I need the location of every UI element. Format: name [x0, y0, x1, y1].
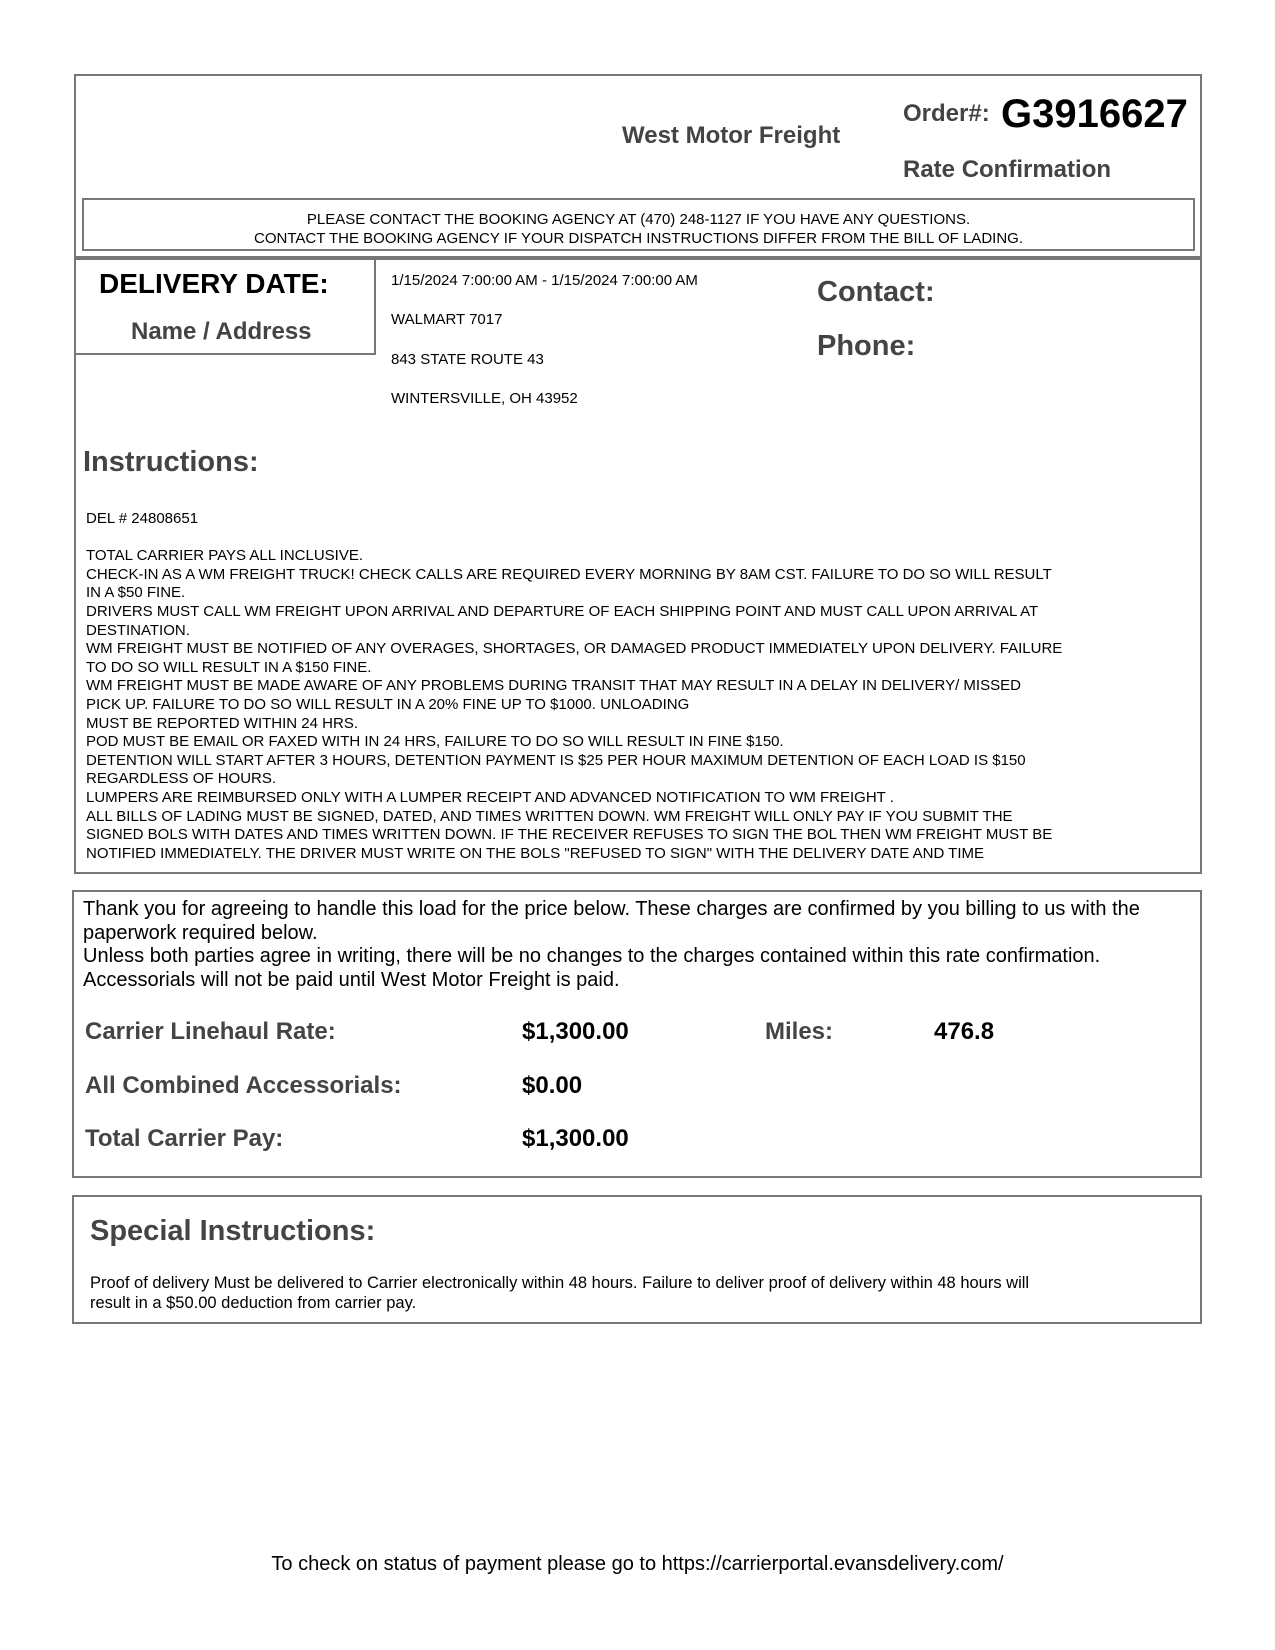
instruction-line: WM FREIGHT MUST BE NOTIFIED OF ANY OVERAGES, SHORTAGES, OR DAMAGED PRODUCT IMMEDIATELY UPON DELIVERY. FAILURE — [86, 640, 1063, 658]
instruction-line: IN A $50 FINE. — [86, 584, 186, 602]
instruction-line: DETENTION WILL START AFTER 3 HOURS, DETENTION PAYMENT IS $25 PER HOUR MAXIMUM DETENTION OF EACH LOAD IS $150 — [86, 751, 1026, 769]
total-pay-value: $1,300.00 — [522, 1125, 629, 1152]
instruction-line: CHECK-IN AS A WM FREIGHT TRUCK! CHECK CALLS ARE REQUIRED EVERY MORNING BY 8AM CST. FAILURE TO DO SO WILL RESULT — [86, 565, 1052, 583]
instructions-title: Instructions: — [83, 446, 259, 478]
special-instruction-line: Proof of delivery Must be delivered to Carrier electronically within 48 hours. Failure to deliver proof of delivery within 48 hours will — [90, 1274, 1030, 1292]
special-instruction-line: result in a $50.00 deduction from carrier pay. — [90, 1294, 417, 1312]
total-pay-label: Total Carrier Pay: — [85, 1125, 284, 1152]
accessorials-value: $0.00 — [522, 1072, 583, 1099]
special-instructions-text — [90, 1273, 1190, 1313]
instruction-line: LUMPERS ARE REIMBURSED ONLY WITH A LUMPER RECEIPT AND ADVANCED NOTIFICATION TO WM FREIGHT . — [86, 788, 894, 806]
instruction-line: MUST BE REPORTED WITHIN 24 HRS. — [86, 714, 358, 732]
notice-line: CONTACT THE BOOKING AGENCY IF YOUR DISPATCH INSTRUCTIONS DIFFER FROM THE BILL OF LADING. — [254, 230, 1023, 247]
name-address-label: Name / Address — [131, 318, 312, 345]
delivery-date-label: DELIVERY DATE: — [99, 268, 329, 299]
document-title: Rate Confirmation — [903, 156, 1112, 183]
order-number: G3916627 — [1001, 92, 1188, 136]
instruction-line: ALL BILLS OF LADING MUST BE SIGNED, DATED, AND TIMES WRITTEN DOWN. WM FREIGHT WILL ONLY PAY IF YOU SUBMIT THE — [86, 807, 1013, 825]
rate-intro-line: paperwork required below. — [83, 921, 318, 944]
company-name: West Motor Freight — [622, 122, 841, 149]
delivery-city-state-zip: WINTERSVILLE, OH 43952 — [391, 390, 578, 407]
instructions-list — [86, 510, 1194, 863]
rate-intro-line: Unless both parties agree in writing, there will be no changes to the charges contained within this rate confirmation. — [83, 945, 1101, 967]
del-number: DEL # 24808651 — [86, 510, 199, 527]
instruction-line: TOTAL CARRIER PAYS ALL INCLUSIVE. — [86, 547, 364, 565]
miles-value: 476.8 — [934, 1018, 995, 1045]
booking-notice — [82, 198, 1195, 251]
accessorials-label: All Combined Accessorials: — [85, 1072, 402, 1099]
contact-label: Contact: — [817, 276, 935, 308]
phone-label: Phone: — [817, 330, 916, 362]
instruction-line: SIGNED BOLS WITH DATES AND TIMES WRITTEN DOWN. IF THE RECEIVER REFUSES TO SIGN THE BOL THEN WM FREIGHT MUST BE — [86, 826, 1053, 844]
instruction-line: PICK UP. FAILURE TO DO SO WILL RESULT IN A 20% FINE UP TO $1000. UNLOADING — [86, 695, 690, 713]
linehaul-label: Carrier Linehaul Rate: — [85, 1018, 336, 1045]
instruction-line: POD MUST BE EMAIL OR FAXED WITH IN 24 HRS, FAILURE TO DO SO WILL RESULT IN FINE $150. — [86, 733, 784, 751]
linehaul-value: $1,300.00 — [522, 1018, 629, 1045]
rate-intro-line: Accessorials will not be paid until West Motor Freight is paid. — [83, 968, 620, 991]
instruction-line: WM FREIGHT MUST BE MADE AWARE OF ANY PROBLEMS DURING TRANSIT THAT MAY RESULT IN A DELAY IN DELIVERY/ MISSED — [86, 677, 1021, 695]
payment-status-footer: To check on status of payment please go to https://carrierportal.evansdelivery.com/ — [271, 1553, 1004, 1575]
instruction-line: TO DO SO WILL RESULT IN A $150 FINE. — [86, 658, 372, 676]
delivery-name: WALMART 7017 — [391, 311, 503, 328]
rate-intro — [83, 898, 1198, 992]
notice-line: PLEASE CONTACT THE BOOKING AGENCY AT (470) 248-1127 IF YOU HAVE ANY QUESTIONS. — [306, 211, 971, 228]
instruction-line: DRIVERS MUST CALL WM FREIGHT UPON ARRIVAL AND DEPARTURE OF EACH SHIPPING POINT AND MUST CALL UPON ARRIVAL AT — [86, 602, 1039, 620]
special-instructions-title: Special Instructions: — [90, 1215, 376, 1247]
order-number-label: Order#: — [903, 100, 990, 127]
instruction-line: DESTINATION. — [86, 621, 190, 639]
instruction-line: NOTIFIED IMMEDIATELY. THE DRIVER MUST WRITE ON THE BOLS "REFUSED TO SIGN" WITH THE DELIVERY DATE AND TIME — [86, 844, 985, 862]
delivery-street: 843 STATE ROUTE 43 — [391, 351, 544, 368]
miles-label: Miles: — [765, 1018, 834, 1045]
rate-intro-line: Thank you for agreeing to handle this load for the price below. These charges are confirmed by you billing to us with the — [83, 898, 1140, 920]
instruction-line: REGARDLESS OF HOURS. — [86, 770, 277, 788]
delivery-date-range: 1/15/2024 7:00:00 AM - 1/15/2024 7:00:00 AM — [391, 272, 698, 289]
